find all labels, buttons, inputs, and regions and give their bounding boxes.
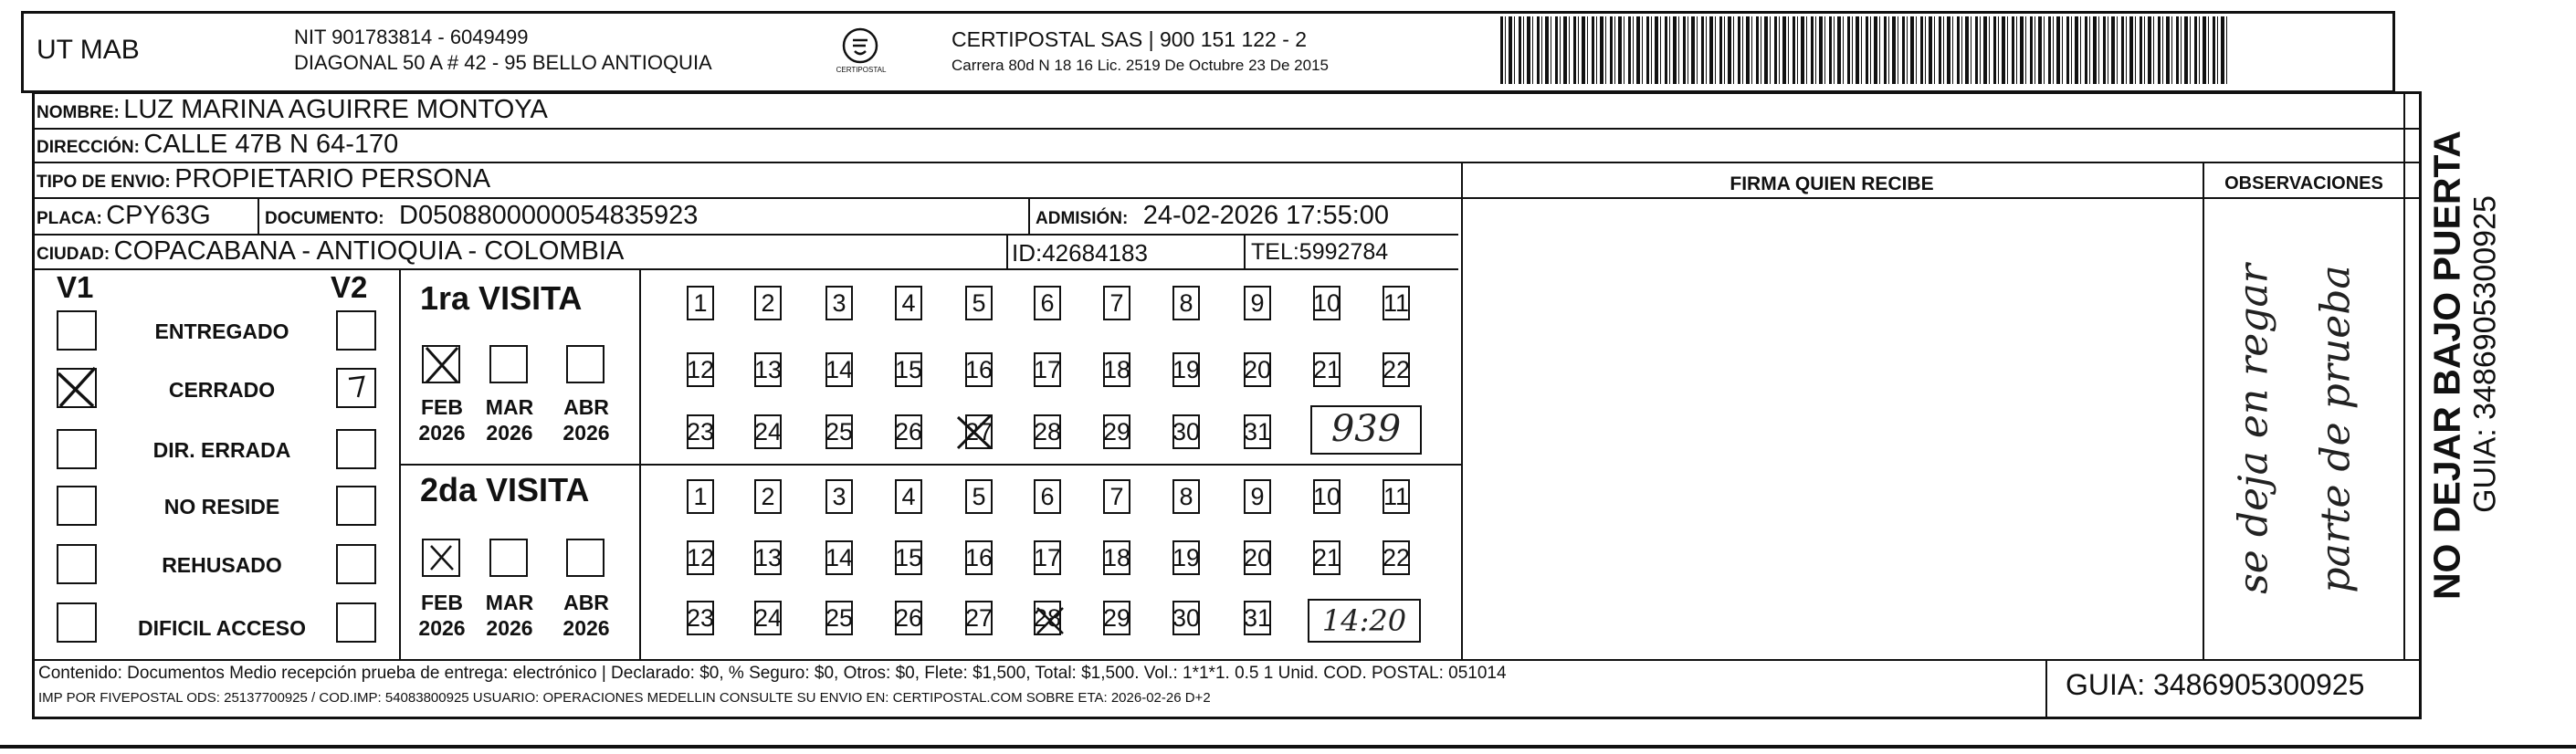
visit1-day-10[interactable]: 10 <box>1313 286 1341 320</box>
visit1-day-5[interactable]: 5 <box>965 286 993 320</box>
v1-checkbox-cerrado[interactable] <box>57 368 97 408</box>
visit2-day-2[interactable]: 2 <box>754 479 782 514</box>
visit1-month-feb: FEB 2026 <box>418 395 466 445</box>
admision-row <box>1036 201 1389 231</box>
barcode <box>1500 16 2228 84</box>
tipo-value: PROPIETARIO PERSONA <box>174 164 491 194</box>
visit1-day-24[interactable]: 24 <box>754 414 782 449</box>
visit2-day-3[interactable]: 3 <box>825 479 853 514</box>
visit2-day-30[interactable]: 30 <box>1172 601 1200 635</box>
v1-checkbox-no-reside[interactable] <box>57 486 97 526</box>
visit2-day-8[interactable]: 8 <box>1172 479 1200 514</box>
visit1-day-18[interactable]: 18 <box>1103 352 1130 387</box>
visit2-time-handwritten: 14:20 <box>1308 599 1421 643</box>
v1-checkbox-dir-errada[interactable] <box>57 429 97 469</box>
visit1-day-12[interactable]: 12 <box>687 352 714 387</box>
v2-checkbox-dir-errada[interactable] <box>336 429 376 469</box>
visit1-month-feb-checkbox[interactable] <box>422 345 460 383</box>
v1-checkbox-dificil-acceso[interactable] <box>57 602 97 643</box>
visit2-day-23[interactable]: 23 <box>687 601 714 635</box>
visit2-day-5[interactable]: 5 <box>965 479 993 514</box>
visit1-month-mar-checkbox[interactable] <box>489 345 528 383</box>
tipo-row <box>37 164 490 194</box>
visit2-day-25[interactable]: 25 <box>825 601 853 635</box>
visit2-day-20[interactable]: 20 <box>1244 540 1271 575</box>
ciudad-value: COPACABANA - ANTIOQUIA - COLOMBIA <box>113 236 625 266</box>
visit1-day-2[interactable]: 2 <box>754 286 782 320</box>
v2-checkbox-no-reside[interactable] <box>336 486 376 526</box>
visit2-day-10[interactable]: 10 <box>1313 479 1341 514</box>
visit2-day-31[interactable]: 31 <box>1244 601 1271 635</box>
visit1-day-31[interactable]: 31 <box>1244 414 1271 449</box>
visit1-day-17[interactable]: 17 <box>1034 352 1061 387</box>
direccion-label: DIRECCIÓN: <box>37 138 140 157</box>
visit1-day-3[interactable]: 3 <box>825 286 853 320</box>
observaciones-header: OBSERVACIONES <box>2224 173 2383 194</box>
provider-address: Carrera 80d N 18 16 Lic. 2519 De Octubre 23 De 2015 <box>952 57 1329 74</box>
sender-address: DIAGONAL 50 A # 42 - 95 BELLO ANTIOQUIA <box>294 51 712 74</box>
visit1-day-16[interactable]: 16 <box>965 352 993 387</box>
visit1-day-9[interactable]: 9 <box>1244 286 1271 320</box>
documento-row <box>265 201 698 231</box>
visit1-day-26[interactable]: 26 <box>895 414 922 449</box>
observaciones-note-1: se deja en regar <box>2230 264 2277 594</box>
check-stroke-icon <box>336 368 376 408</box>
tipo-label: TIPO DE ENVIO: <box>37 173 171 192</box>
visit1-day-22[interactable]: 22 <box>1383 352 1410 387</box>
visit1-day-27-crossed <box>954 412 994 452</box>
v1-label: V1 <box>57 270 94 304</box>
visit2-day-14[interactable]: 14 <box>825 540 853 575</box>
placa-label: PLACA: <box>37 209 102 228</box>
visit1-day-4[interactable]: 4 <box>895 286 922 320</box>
visit2-day-12[interactable]: 12 <box>687 540 714 575</box>
visit2-day-26[interactable]: 26 <box>895 601 922 635</box>
footer-guia: GUIA: 3486905300925 <box>2066 668 2365 701</box>
visit2-day-28-crossed <box>1032 602 1068 639</box>
visit1-day-7[interactable]: 7 <box>1103 286 1130 320</box>
bottom-rule <box>0 745 2576 749</box>
visit2-day-1[interactable]: 1 <box>687 479 714 514</box>
id-value: ID:42684183 <box>1012 239 1148 267</box>
status-entregado: ENTREGADO <box>154 319 289 343</box>
visit1-time-handwritten: 939 <box>1310 405 1422 455</box>
status-dificil-acceso: DIFICIL ACCESO <box>137 616 306 640</box>
visit1-day-29[interactable]: 29 <box>1103 414 1130 449</box>
visit2-day-13[interactable]: 13 <box>754 540 782 575</box>
visit1-day-27[interactable]: 27 <box>965 414 993 449</box>
visit1-day-20[interactable]: 20 <box>1244 352 1271 387</box>
visit2-month-feb: FEB 2026 <box>418 591 466 640</box>
visit2-month-mar-checkbox[interactable] <box>489 539 528 577</box>
warning-vertical: NO DEJAR BAJO PUERTA <box>2425 130 2468 601</box>
tel-value: TEL:5992784 <box>1251 239 1389 265</box>
visit1-day-8[interactable]: 8 <box>1172 286 1200 320</box>
visit1-day-14[interactable]: 14 <box>825 352 853 387</box>
visit1-day-6[interactable]: 6 <box>1034 286 1061 320</box>
visit2-day-24[interactable]: 24 <box>754 601 782 635</box>
visit2-day-18[interactable]: 18 <box>1103 540 1130 575</box>
logo-text: CERTIPOSTAL <box>836 66 887 74</box>
x-mark-icon <box>422 539 460 577</box>
footer-line-1: Contenido: Documentos Medio recepción prueba de entrega: electrónico | Declarado: $0, % Seguro: $0, Otros: $0, Flete: $1,500, Total: $1,500. Vol.: 1*1*1. 0.5 1 Unid. COD. POSTAL: 051014 <box>38 664 1507 683</box>
visit1-day-25[interactable]: 25 <box>825 414 853 449</box>
ciudad-label: CIUDAD: <box>37 245 110 264</box>
status-cerrado: CERRADO <box>168 378 276 402</box>
visit1-month-abr-checkbox[interactable] <box>566 345 605 383</box>
visit1-day-21[interactable]: 21 <box>1313 352 1341 387</box>
v2-checkbox-entregado[interactable] <box>336 310 376 351</box>
admision-label: ADMISIÓN: <box>1036 209 1129 228</box>
v2-label: V2 <box>331 270 368 304</box>
documento-value: D0508800000054835923 <box>399 201 699 230</box>
visit2-day-29[interactable]: 29 <box>1103 601 1130 635</box>
provider-name: CERTIPOSTAL SAS | 900 151 122 - 2 <box>952 27 1308 51</box>
visit1-day-28[interactable]: 28 <box>1034 414 1061 449</box>
v1-checkbox-rehusado[interactable] <box>57 544 97 584</box>
visit2-day-28[interactable]: 28 <box>1034 601 1061 635</box>
visit1-day-19[interactable]: 19 <box>1172 352 1200 387</box>
visit1-month-abr: ABR 2026 <box>563 395 610 445</box>
visit2-day-9[interactable]: 9 <box>1244 479 1271 514</box>
guia-vertical: GUIA: 3486905300925 <box>2467 195 2503 513</box>
nombre-label: NOMBRE: <box>37 103 120 122</box>
v2-checkbox-dificil-acceso[interactable] <box>336 602 376 643</box>
visit2-day-21[interactable]: 21 <box>1313 540 1341 575</box>
visit2-day-17[interactable]: 17 <box>1034 540 1061 575</box>
visit2-day-4[interactable]: 4 <box>895 479 922 514</box>
visit2-title: 2da VISITA <box>420 471 590 508</box>
visit2-month-abr-checkbox[interactable] <box>566 539 605 577</box>
v1-checkbox-entregado[interactable] <box>57 310 97 351</box>
visit2-month-abr: ABR 2026 <box>563 591 610 640</box>
visit1-day-13[interactable]: 13 <box>754 352 782 387</box>
observaciones-note-2: parte de prueba <box>2312 265 2360 593</box>
direccion-row <box>37 130 398 160</box>
certipostal-logo <box>833 24 888 88</box>
nombre-value: LUZ MARINA AGUIRRE MONTOYA <box>123 95 548 124</box>
visit2-day-16[interactable]: 16 <box>965 540 993 575</box>
status-no-reside: NO RESIDE <box>163 495 280 518</box>
visit2-day-7[interactable]: 7 <box>1103 479 1130 514</box>
ciudad-row <box>37 236 624 267</box>
x-mark-icon <box>53 364 100 412</box>
visit2-day-6[interactable]: 6 <box>1034 479 1061 514</box>
visit2-month-feb-checkbox[interactable] <box>422 539 460 577</box>
status-rehusado: REHUSADO <box>162 553 282 577</box>
visit2-month-mar: MAR 2026 <box>485 591 534 640</box>
company-name: UT MAB <box>37 35 140 65</box>
visit1-day-11[interactable]: 11 <box>1383 286 1410 320</box>
nit-text: NIT 901783814 - 6049499 <box>294 26 529 48</box>
visit1-day-1[interactable]: 1 <box>687 286 714 320</box>
admision-value: 24-02-2026 17:55:00 <box>1142 201 1390 230</box>
x-mark-icon <box>419 342 465 388</box>
v2-checkbox-cerrado[interactable] <box>336 368 376 408</box>
visit2-day-19[interactable]: 19 <box>1172 540 1200 575</box>
visit1-month-mar: MAR 2026 <box>485 395 534 445</box>
visit1-day-23[interactable]: 23 <box>687 414 714 449</box>
status-dir-errada: DIR. ERRADA <box>152 438 291 462</box>
visit2-day-22[interactable]: 22 <box>1383 540 1410 575</box>
footer-line-2: IMP POR FIVEPOSTAL ODS: 25137700925 / COD.IMP: 54083800925 USUARIO: OPERACIONES MEDELLIN CONSULTE SU ENVIO EN: CERTIPOSTAL.COM SOBRE ETA: 2026-02-26 D+2 <box>38 690 1211 706</box>
visit2-day-15[interactable]: 15 <box>895 540 922 575</box>
visit2-day-11[interactable]: 11 <box>1383 479 1410 514</box>
visit2-day-27[interactable]: 27 <box>965 601 993 635</box>
visit1-title: 1ra VISITA <box>420 279 583 317</box>
placa-value: CPY63G <box>106 201 211 230</box>
nombre-row <box>37 95 548 125</box>
visit1-day-15[interactable]: 15 <box>895 352 922 387</box>
firma-header: FIRMA QUIEN RECIBE <box>1730 173 1934 194</box>
v2-checkbox-rehusado[interactable] <box>336 544 376 584</box>
direccion-value: CALLE 47B N 64-170 <box>143 130 399 159</box>
visit1-day-30[interactable]: 30 <box>1172 414 1200 449</box>
placa-row <box>37 201 211 231</box>
documento-label: DOCUMENTO: <box>265 209 384 228</box>
